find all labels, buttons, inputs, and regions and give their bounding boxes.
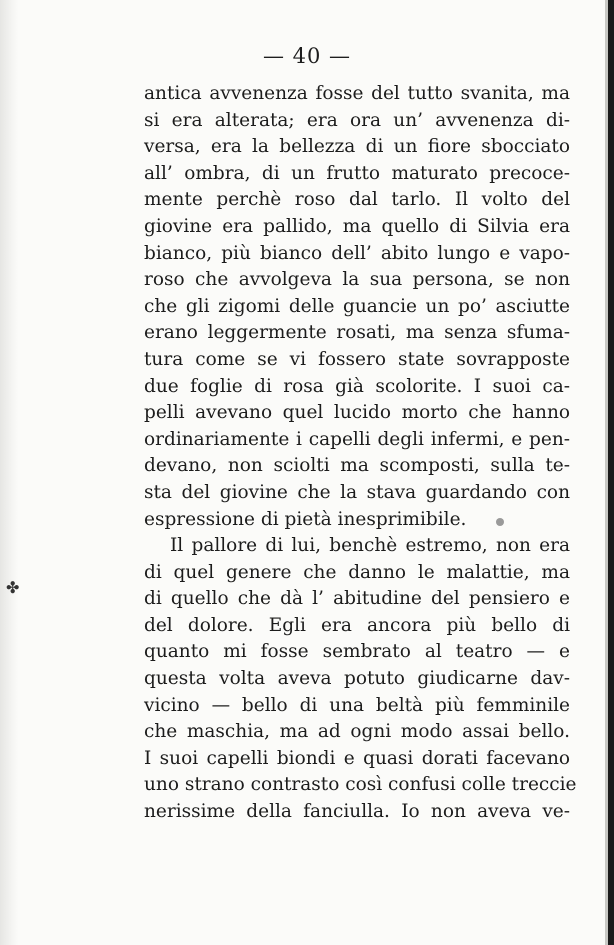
text-line: di quello che dà l’ abitudine del pensiero e (144, 588, 570, 610)
text-line: che maschia, ma ad ogni modo assai bello. (144, 721, 570, 743)
text-line: nerissime della fanciulla. Io non aveva ve- (144, 801, 570, 823)
text-line: antica avvenenza fosse del tutto svanita, ma (144, 83, 570, 104)
text-line: che gli zigomi delle guancie un po’ asciutte (144, 295, 570, 317)
page-gutter-shadow (0, 0, 18, 945)
text-line: di quel genere che danno le malattie, ma (144, 561, 570, 583)
text-line: pelli avevano quel lucido morto che hanno (144, 402, 570, 424)
text-line: mente perchè roso dal tarlo. Il volto del (144, 189, 570, 211)
page-number: — 40 — (262, 44, 352, 68)
body-text (144, 81, 577, 826)
page-edge (608, 0, 614, 945)
text-line: devano, non sciolti ma scomposti, sulla te- (144, 455, 570, 477)
text-line: sta del giovine che la stava guardando con (144, 481, 570, 503)
text-line: versa, era la bellezza di un fiore sbocciato (144, 136, 570, 158)
text-line: quanto mi fosse sembrato al teatro — e (144, 641, 570, 663)
text-line: all’ ombra, di un frutto maturato precoce- (144, 162, 570, 184)
text-line: tura come se vi fossero state sovrapposte (144, 348, 570, 370)
text-line: del dolore. Egli era ancora più bello di (144, 614, 570, 636)
text-line: ordinariamente i capelli degli infermi, e pen- (144, 428, 570, 450)
paragraph-1 (144, 81, 570, 533)
text-line: questa volta aveva potuto giudicarne dav- (144, 668, 570, 690)
text-line: roso che avvolgeva la sua persona, se non (144, 269, 570, 291)
margin-ornament-icon: ✤ (6, 578, 20, 597)
text-line: due foglie di rosa già scolorite. I suoi ca- (144, 375, 570, 397)
text-line: bianco, più bianco dell’ abito lungo e vapo- (144, 242, 570, 264)
text-line: uno strano contrasto così confusi colle treccie (144, 774, 577, 796)
text-line: I suoi capelli biondi e quasi dorati facevano (144, 747, 570, 769)
paragraph-2 (144, 533, 577, 826)
text-line: espressione di pietà inesprimibile. (144, 508, 467, 530)
text-line: erano leggermente rosati, ma senza sfuma- (144, 322, 570, 344)
text-line: vicino — bello di una beltà più femminile (144, 694, 570, 716)
text-line: giovine era pallido, ma quello di Silvia era (144, 215, 570, 237)
text-line: si era alterata; era ora un’ avvenenza di- (144, 109, 570, 131)
text-line: Il pallore di lui, benchè estremo, non era (170, 535, 570, 557)
